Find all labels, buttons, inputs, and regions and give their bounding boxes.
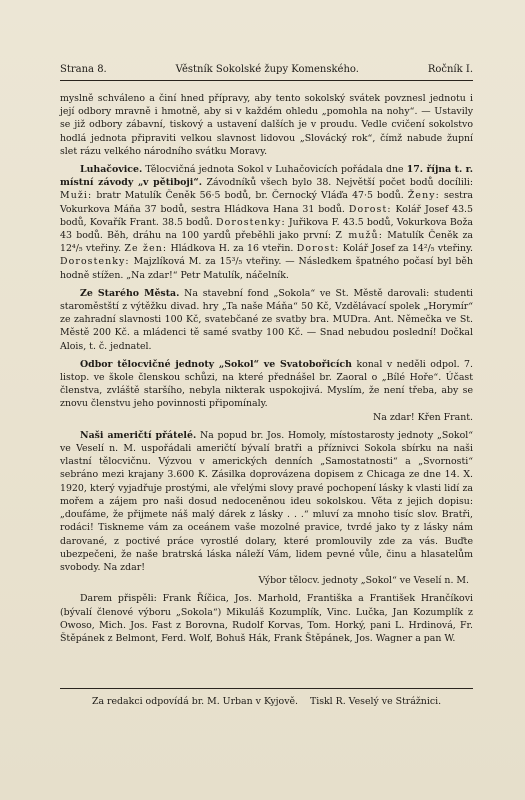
luhacovice-text-3: Závodníků všech bylo 38. Největší počet bodů docílili: [206,177,473,189]
america-paragraph [60,429,473,587]
stare-mesto-paragraph [60,287,473,353]
page-number: Strana 8. [60,64,107,75]
category-youth: Dorost: [348,203,392,215]
run-men: Z mužů: [335,230,383,242]
run-youth: Dorost: [296,243,340,255]
running-head [60,64,473,76]
svatoborice-text: konal v neděli odpol. 7. listop. ve škole členskou schůzi, na které přednášel br. Zaoral o „Bílé Hoře“. Účast členstva, zvláště staršího, nebyla nikterak uspokojivá. Myslím, že není třeba, aby se znovu členstvu jeho povinnosti připomínaly. [60,358,474,410]
luhacovice-date: 17. října t. r. místní závody „v pětiboji“. [60,164,473,189]
luhacovice-text-7: Juřikova F. 43.5 bodů, Vokurkova Boža 43 bodů. Běh, dráhu na 100 yardů přeběhli jako první: [60,216,473,242]
stare-mesto-text: Na stavební fond „Sokola“ ve St. Městě darovali: studenti staroměstští z výtěžku divad. hry „Ta naše Máňa“ 50 Kč, Vzdělávací spolek „Horymír“ ze zahradní slavnosti 100 Kč, svatebčané ze svatby bra. MUDra. Ant. Němečka ve St. Městě 200 Kč. a mládenci tě samé svatby 100 Kč. — Snad nebudou poslední! Dočkal Alois, t. č. jednatel. [60,287,473,352]
luhacovice-text-1: Tělocvičná jednota Sokol v Luhačovicích pořádala dne [145,164,404,176]
run-women: Ze žen: [124,243,168,255]
category-women: Ženy: [407,190,440,202]
luhacovice-text-11: Majzlíková M. za 15³/₅ vteřiny. — Následkem špatného počasí byl běh hodně stížen. „Na zdar!“ Petr Matulík, náčelník. [60,256,473,281]
journal-title: Věstník Sokolské župy Komenského. [175,64,359,75]
intro-paragraph: myslně schváleno a činí hned přípravy, aby tento sokolský svátek povznesl jednotu i její odbory mravně i hmotně, aby si v každém ohledu „pomohla na nohy“. — Ustavily se již odbory zábavní, tiskový a ustavení dalších je v proudu. Vedle cvičení sokolstvo hodlá jednota připraviti velkou slavnost lidovou „Slovácký rok“, čímž nabude župní slet rázu velkého národního svátku Moravy. [60,93,473,157]
footer-divider [60,688,473,689]
luhacovice-text-10: Kolář Josef za 14²/₅ vteřiny. [342,243,473,255]
luhacovice-heading: Luhačovice. [80,164,143,176]
donors-paragraph: Darem přispěli: Frank Říčica, Jos. Marhold, Františka a František Hrančíkovi (bývalí členové výboru „Sokola“) Mikuláš Kozumplík, Vinc. Lučka, Jan Kozumplík z Owoso, Mich. Jos. Fast z Borovna, Rudolf Korvas, Tom. Horký, pani L. Hrdinová, Fr. Štěpánek z Belmont, Ferd. Wolf, Bohuš Hák, Frank Štěpánek, Jos. Wagner a pan W. [60,593,473,644]
luhacovice-text-9: Hládkova H. za 16 vteřin. [170,243,294,255]
luhacovice-text-4: bratr Matulík Čeněk 56·5 bodů, br. Černocký Vláďa 47·5 bodů. [96,190,404,202]
svatoborice-signature: Na zdar! Křen Frant. [373,411,473,423]
luhacovice-paragraph [60,163,473,282]
volume-label: Ročník I. [427,64,473,75]
luhacovice-text-5: sestra Vokurkova Máňa 37 bodů, sestra Hládkova Hana 31 bodů. [60,190,473,215]
article-body [60,92,473,645]
svatoborice-paragraph [60,358,473,424]
stare-mesto-heading: Ze Starého Města. [80,287,180,299]
svatoborice-heading: Odbor tělocvičné jednoty „Sokol“ ve Svatobořicích [80,358,352,370]
header-divider [60,80,473,81]
luhacovice-text-6: Kolář Josef 43.5 bodů, Kovařík Frant. 38.5 bodů. [60,203,474,228]
category-men: Muži: [60,190,93,202]
luhacovice-text-8: Matulík Čeněk za 12⁴/₅ vteřiny. [60,230,474,255]
colophon: Za redakci odpovídá br. M. Urban v Kyjově. Tiskl R. Veselý ve Strážnici. [91,696,442,707]
run-girls: Dorostenky: [60,256,130,268]
category-girls: Dorostenky: [216,216,286,228]
america-heading: Naši američtí přátelé. [80,429,197,441]
america-signature: Výbor tělocv. jednoty „Sokol“ ve Veselí n. M. [258,575,469,587]
america-text: Na popud br. Jos. Homoly, místostarosty jednoty „Sokol“ ve Veselí n. M. uspořádali američtí bývalí bratři a příznivci Sokola sbírku na naši vlastní tělocvičnu. Výzvou v amerických denních „Samostatnosti“ a „Svornosti“ sebráno mezi krajany 3.600 K. Zásilka doprovázena dopisem z Chicaga ze dne 14. X. 1920, který vyjadřuje prostými, ale vřelými slovy pravé pochopení lásky k vlasti lidí za mořem a zájem pro naši dosud nedoceněnou ideu sokolskou. Věta z jejich dopisu: „doufáme, že přijmete náš malý dárek z lásky . . .“ mluví za mnoho tisíc slov. Bratři, rodáci! Tiskneme vám za oceánem vaše mozolné pravice, tvrdé jako ty z lásky nám darované, z poctivé práce vyrostlé dolary, které promlouvily zde za vás. Buďte ubezpečeni, že naše bratrská láska náleží Vám, lidem pevné vůle, činu a hlasatelům svobody. Na zdar! [60,429,474,573]
